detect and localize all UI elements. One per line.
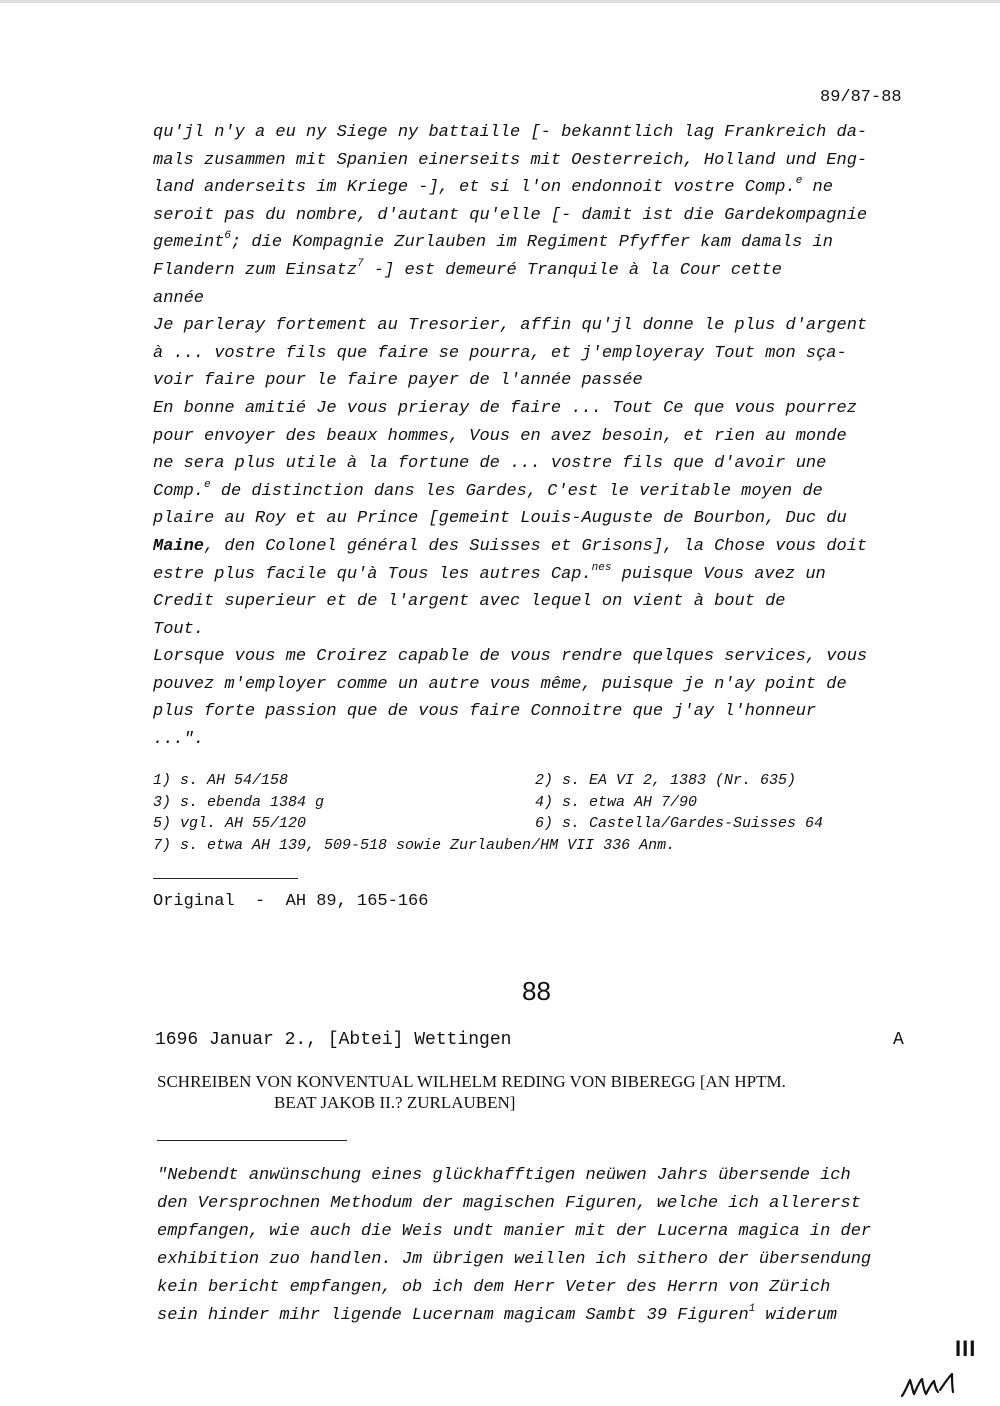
document-type-code: A: [893, 1030, 904, 1050]
text-line: année: [153, 288, 205, 308]
text-line: Credit superieur et de l'argent avec lequel on vient à bout de: [153, 592, 786, 612]
document-number: 88: [522, 976, 551, 1006]
text-line: pouvez m'employer comme un autre vous même, puisque je n'ay point de: [153, 674, 847, 694]
footnote: 2) s. EA VI 2, 1383 (Nr. 635): [535, 772, 797, 789]
document-date-place: 1696 Januar 2., [Abtei] Wettingen: [155, 1030, 512, 1050]
scan-top-edge: [0, 0, 1000, 3]
text-line: voir faire pour le faire payer de l'année passée: [153, 371, 643, 391]
text-line: estre plus facile qu'à Tous les autres Cap.$^{nes}$ puisque Vous avez un: [153, 561, 826, 584]
letter-continuation: [153, 119, 928, 754]
footnote-row: [153, 770, 933, 792]
text-line: plus forte passion que de vous faire Connoitre que j'ay l'honneur: [153, 702, 817, 722]
text-line: En bonne amitié Je vous prieray de faire ... Tout Ce que vous pourrez: [153, 398, 857, 418]
footnote: 4) s. etwa AH 7/90: [535, 793, 698, 811]
text-line: Lorsque vous me Croirez capable de vous rendre quelques services, vous: [153, 647, 868, 667]
source-reference: Original - AH 89, 165-166: [153, 892, 429, 911]
text-line: ...".: [153, 730, 205, 750]
text-line: Je parleray fortement au Tresorier, affin qu'jl donne le plus d'argent: [153, 316, 868, 336]
title-line: SCHREIBEN VON KONVENTUAL WILHELM REDING VON BIBEREGG [AN HPTM.: [157, 1072, 786, 1091]
text-line: land anderseits im Kriege -], et si l'on endonnoit vostre Comp.$^e$ ne: [153, 175, 833, 198]
page-reference: 89/87-88: [820, 88, 902, 107]
footnote-row: [153, 835, 933, 857]
footnote: 7) s. etwa AH 139, 509-518 sowie Zurlauben/HM VII 336 Anm.: [153, 836, 676, 854]
text-line: Flandern zum Einsatz$^7$ -] est demeuré Tranquile à la Cour cette: [153, 257, 782, 280]
footnote: 1) s. AH 54/158: [153, 772, 289, 789]
footnote: 3) s. ebenda 1384 g: [153, 793, 325, 811]
text-line: pour envoyer des beaux hommes, Vous en avez besoin, et rien au monde: [153, 426, 847, 446]
text-line: den Versprochnen Methodum der magischen Figuren, welche ich allererst: [157, 1194, 861, 1213]
text-line: plaire au Roy et au Prince [gemeint Louis-Auguste de Bourbon, Duc du: [153, 509, 847, 529]
text-line: Tout.: [153, 619, 205, 639]
bold-name: Maine: [153, 536, 205, 556]
text-line: exhibition zuo handlen. Jm übrigen weillen ich sithero der übersendung: [157, 1250, 872, 1269]
footnotes: [153, 770, 933, 856]
text-line: "Nebendt anwünschung eines glückhafftigen neüwen Jahrs übersende ich: [157, 1166, 851, 1185]
text-line: à ... vostre fils que faire se pourra, et j'employeray Tout mon sça-: [153, 343, 847, 363]
footnote-row: [153, 813, 933, 835]
title-line: BEAT JAKOB II.? ZURLAUBEN]: [274, 1093, 516, 1112]
text-line: gemeint$^6$; die Kompagnie Zurlauben im Regiment Pfyffer kam damals in: [153, 230, 833, 253]
text-line: empfangen, wie auch die Weis undt manier mit der Lucerna magica in der: [157, 1222, 872, 1241]
title-divider: [157, 1140, 347, 1141]
footnote: 5) vgl. AH 55/120: [153, 815, 307, 832]
text-line: ne sera plus utile à la fortune de ... vostre fils que d'avoir une: [153, 454, 827, 474]
text-line: seroit pas du nombre, d'autant qu'elle [- damit ist die Gardekompagnie: [153, 205, 868, 225]
handwritten-initials-icon: [900, 1370, 960, 1400]
footnote: 6) s. Castella/Gardes-Suisses 64: [535, 815, 824, 832]
text-line: qu'jl n'y a eu ny Siege ny battaille [- bekanntlich lag Frankreich da-: [153, 123, 868, 142]
text-line: Maine, den Colonel général des Suisses et Grisons], la Chose vous doit: [153, 536, 868, 556]
margin-mark: III: [955, 1336, 977, 1361]
source-divider: [153, 878, 298, 879]
letter-text: [157, 1162, 932, 1330]
text-line: Comp.$^e$ de distinction dans les Gardes, C'est le veritable moyen de: [153, 478, 823, 501]
text-line: mals zusammen mit Spanien einerseits mit Oesterreich, Holland und Eng-: [153, 150, 868, 170]
document-title: [157, 1071, 786, 1113]
footnote-row: [153, 792, 933, 814]
text-line: sein hinder mihr ligende Lucernam magicam Sambt 39 Figuren$^1$ widerum: [157, 1303, 837, 1325]
text-line: kein bericht empfangen, ob ich dem Herr Veter des Herrn von Zürich: [157, 1278, 831, 1297]
